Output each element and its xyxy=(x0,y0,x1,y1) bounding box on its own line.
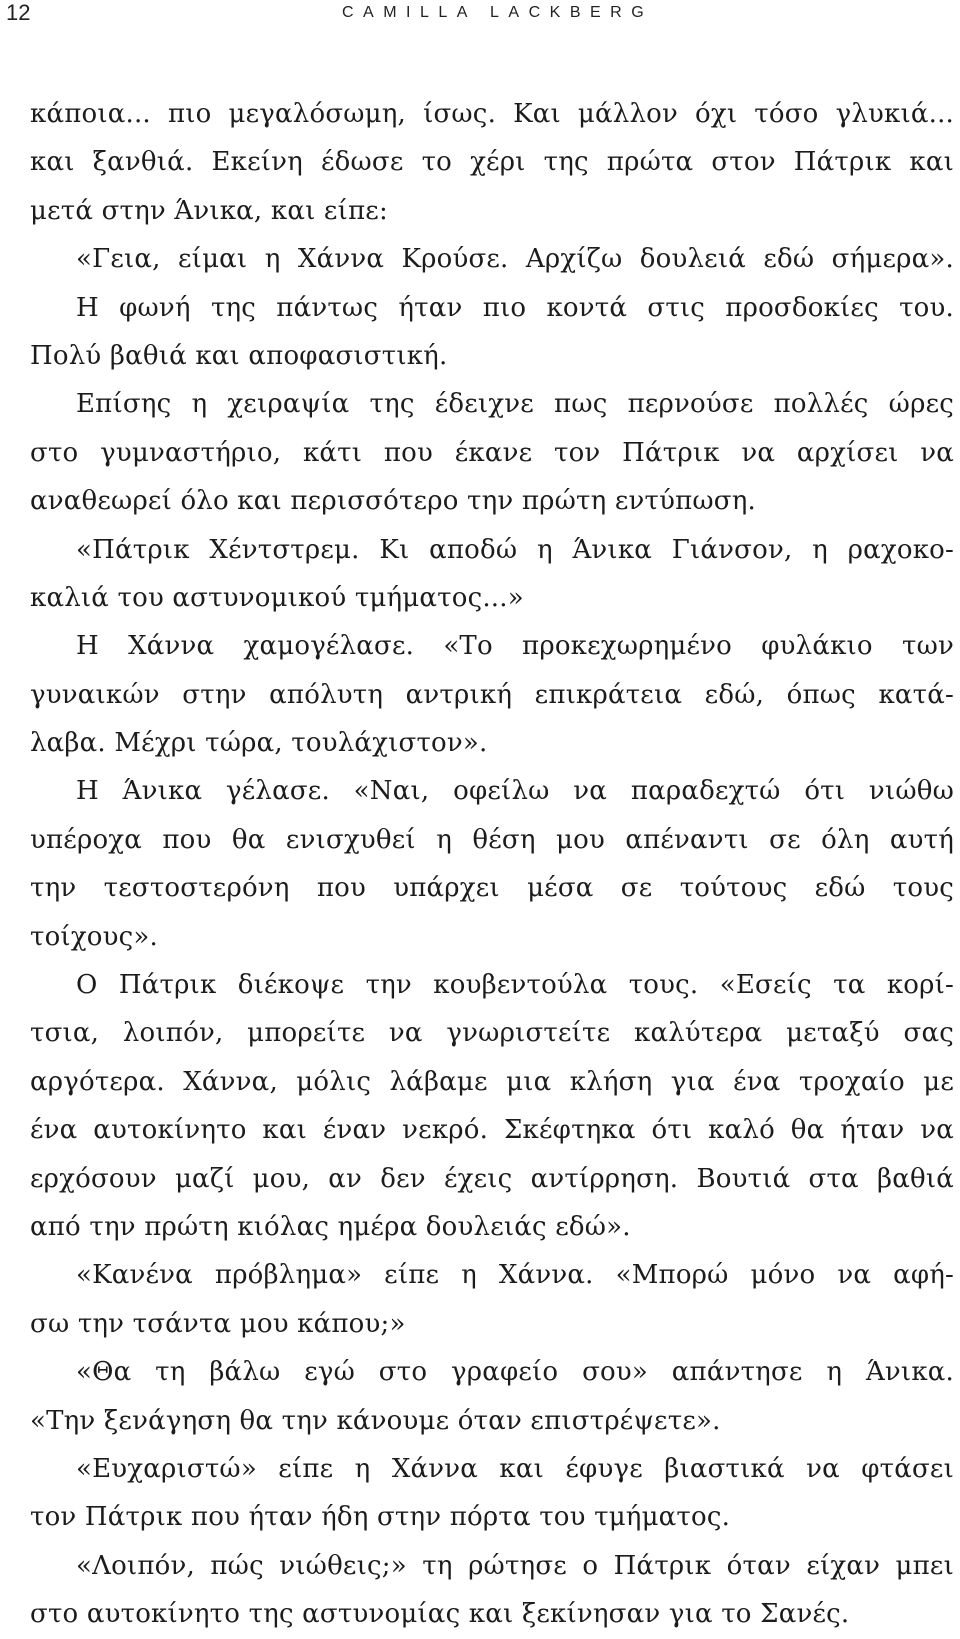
running-head: CAMILLA LACKBERG xyxy=(342,4,654,21)
text-line: αναθεωρεί όλο και περισσότερο την πρώτη εντύπωση. xyxy=(30,486,756,517)
text-line: Η Άνικα γέλασε. «Ναι, οφείλω να παραδεχτώ ότι νιώθω xyxy=(76,776,954,807)
text-line: και ξανθιά. Εκείνη έδωσε το χέρι της πρώτα στον Πάτρικ και xyxy=(30,147,954,178)
text-line: «Πάτρικ Χέντστρεμ. Κι αποδώ η Άνικα Γιάνσον, η ραχοκο- xyxy=(76,534,954,565)
text-line: τοίχους». xyxy=(30,921,158,952)
text-line: αργότερα. Χάννα, μόλις λάβαμε μια κλήση για ένα τροχαίο με xyxy=(30,1066,954,1097)
text-line: τον Πάτρικ που ήταν ήδη στην πόρτα του τμήματος. xyxy=(30,1502,731,1533)
text-line: κάποια... πιο μεγαλόσωμη, ίσως. Και μάλλον όχι τόσο γλυκιά... xyxy=(30,99,954,129)
text-line: Επίσης η χειραψία της έδειχνε πως περνούσε πολλές ώρες xyxy=(76,389,954,420)
text-line: Η Χάννα χαμογέλασε. «Το προκεχωρημένο φυλάκιο των xyxy=(76,631,954,662)
text-line: «Την ξενάγηση θα την κάνουμε όταν επιστρέψετε». xyxy=(30,1405,721,1436)
text-line: Η φωνή της πάντως ήταν πιο κοντά στις προσδοκίες του. xyxy=(76,292,954,323)
page-number: 12 xyxy=(6,0,31,25)
body-text xyxy=(30,90,954,1639)
text-line: Ο Πάτρικ διέκοψε την κουβεντούλα τους. «Εσείς τα κορί- xyxy=(76,970,954,1001)
text-line: στο αυτοκίνητο της αστυνομίας και ξεκίνησαν για το Σανές. xyxy=(30,1599,850,1630)
text-line: λαβα. Μέχρι τώρα, τουλάχιστον». xyxy=(30,728,488,759)
text-line: σω την τσάντα μου κάπου;» xyxy=(30,1308,406,1339)
text-line: από την πρώτη κιόλας ημέρα δουλειάς εδώ». xyxy=(30,1211,631,1242)
text-line: Πολύ βαθιά και αποφασιστική. xyxy=(30,340,448,371)
text-line: «Λοιπόν, πώς νιώθεις;» τη ρώτησε ο Πάτρικ όταν είχαν μπει xyxy=(76,1550,954,1581)
text-line: καλιά του αστυνομικού τμήματος...» xyxy=(30,582,524,613)
text-line: στο γυμναστήριο, κάτι που έκανε τον Πάτρικ να αρχίσει να xyxy=(30,437,954,468)
text-line: «Θα τη βάλω εγώ στο γραφείο σου» απάντησε η Άνικα. xyxy=(76,1357,954,1388)
text-line: «Ευχαριστώ» είπε η Χάννα και έφυγε βιαστικά να φτάσει xyxy=(76,1453,954,1484)
text-line: τσια, λοιπόν, μπορείτε να γνωριστείτε καλύτερα μεταξύ σας xyxy=(30,1018,954,1049)
text-line: ένα αυτοκίνητο και έναν νεκρό. Σκέφτηκα ότι καλό θα ήταν να xyxy=(30,1115,954,1146)
text-line: «Γεια, είμαι η Χάννα Κρούσε. Αρχίζω δουλειά εδώ σήμερα». xyxy=(76,244,954,275)
text-line: «Κανένα πρόβλημα» είπε η Χάννα. «Μπορώ μόνο να αφή- xyxy=(76,1260,954,1291)
text-line: ερχόσουν μαζί μου, αν δεν έχεις αντίρρηση. Βουτιά στα βαθιά xyxy=(30,1163,954,1194)
text-line: μετά στην Άνικα, και είπε: xyxy=(30,195,388,226)
text-line: υπέροχα που θα ενισχυθεί η θέση μου απέναντι σε όλη αυτή xyxy=(30,824,954,855)
text-line: γυναικών στην απόλυτη αντρική επικράτεια εδώ, όπως κατά- xyxy=(30,679,954,710)
text-line: την τεστοστερόνη που υπάρχει μέσα σε τούτους εδώ τους xyxy=(30,873,954,904)
